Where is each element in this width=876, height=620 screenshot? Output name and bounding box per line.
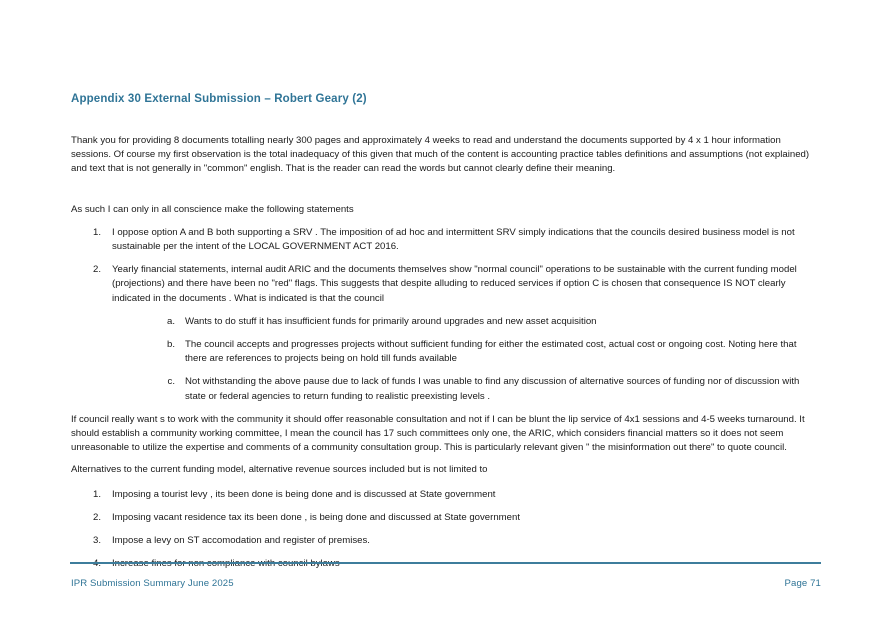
alternatives-lead-text: Alternatives to the current funding model, alternative revenue sources included but is not limited to <box>71 464 488 476</box>
sub-list-item <box>167 375 821 403</box>
sub-list-item-text: Wants to do stuff it has insufficient funds for primarily around upgrades and new asset acquisition <box>185 315 597 327</box>
list-marker: 2. <box>92 264 101 276</box>
list-item-text: Increase fines for non compliance with council bylaws <box>112 558 340 570</box>
list-item <box>92 226 821 254</box>
list-marker: 4. <box>92 558 101 570</box>
statements-list <box>71 226 821 404</box>
statements-lead-text: As such I can only in all conscience make the following statements <box>71 203 354 215</box>
sub-list-item <box>166 338 821 366</box>
list-item <box>92 263 821 404</box>
sub-list-marker: c. <box>167 376 175 388</box>
list-item <box>92 557 821 571</box>
list-item <box>92 534 821 548</box>
sub-list-item-text: Not withstanding the above pause due to lack of funds I was unable to find any discussion of alternative sources of funding nor of discussion with state or federal agencies to return funding to realistic preexisting levels . <box>185 376 800 402</box>
sub-list-marker: b. <box>166 339 175 351</box>
footer-page-number: Page 71 <box>784 578 821 589</box>
list-item-text: I oppose option A and B both supporting a SRV . The imposition of ad hoc and intermittent SRV simply indications that the councils desired business model is not sustainable per the intent of the LOCAL GOVERNMENT ACT 2016. <box>112 226 795 253</box>
page-footer <box>71 578 821 589</box>
intro-paragraph: Thank you for providing 8 documents totalling nearly 300 pages and approximately 4 weeks to read and understand the documents supported by 4 x 1 hour information sessions. Of course my first observation is the total inadequacy of this given that much of the content is accounting practice tables definitions and assumptions (not explained) and text that is not generally in "common" english. That is the reader can read the words but cannot clearly define their meaning. <box>71 135 810 175</box>
list-marker: 2. <box>92 511 101 523</box>
list-marker: 3. <box>92 535 101 547</box>
page-title: Appendix 30 External Submission – Robert Geary (2) <box>71 93 367 105</box>
list-item-text: Imposing a tourist levy , its been done is being done and is discussed at State government <box>112 488 496 500</box>
alternatives-list <box>71 488 821 572</box>
footer-document-label: IPR Submission Summary June 2025 <box>71 578 234 589</box>
sub-list-marker: a. <box>166 315 175 327</box>
sub-statements-list <box>149 315 821 404</box>
list-item <box>92 511 821 525</box>
sub-list-item-text: The council accepts and progresses projects without sufficient funding for either the estimated cost, actual cost or ongoing cost. Noting here that there are references to projects being on hold till funds available <box>185 339 797 365</box>
list-marker: 1. <box>92 488 101 500</box>
footer-divider <box>70 562 821 564</box>
consultation-paragraph: If council really want s to work with the community it should offer reasonable consultation and not if I can be blunt the lip service of 4x1 sessions and 4-5 weeks turnaround. It should establish a community working committee, I mean the council has 17 such committees only one, the ARIC, which considers financial matters so it does not seem unreasonable to utilize the expertise and comments of a community consultation group. This is particularly relevant given " the misinformation out there" to quote council. <box>71 413 805 454</box>
list-item <box>92 488 821 502</box>
list-item-text: Yearly financial statements, internal audit ARIC and the documents themselves show "normal council" operations to be sustainable with the current funding model (projections) and there have been no "red" flags. This suggests that despite alluding to reduced services if option C is chosen that consequence IS NOT clearly indicated in the documents . What is indicated is that the council <box>112 264 797 304</box>
sub-list-item <box>166 315 821 329</box>
list-item-text: Imposing vacant residence tax its been done , is being done and discussed at State government <box>112 511 520 523</box>
document-content <box>71 92 821 580</box>
list-item-text: Impose a levy on ST accomodation and register of premises. <box>112 535 370 547</box>
list-marker: 1. <box>92 226 101 238</box>
statements-list-group <box>71 226 821 404</box>
